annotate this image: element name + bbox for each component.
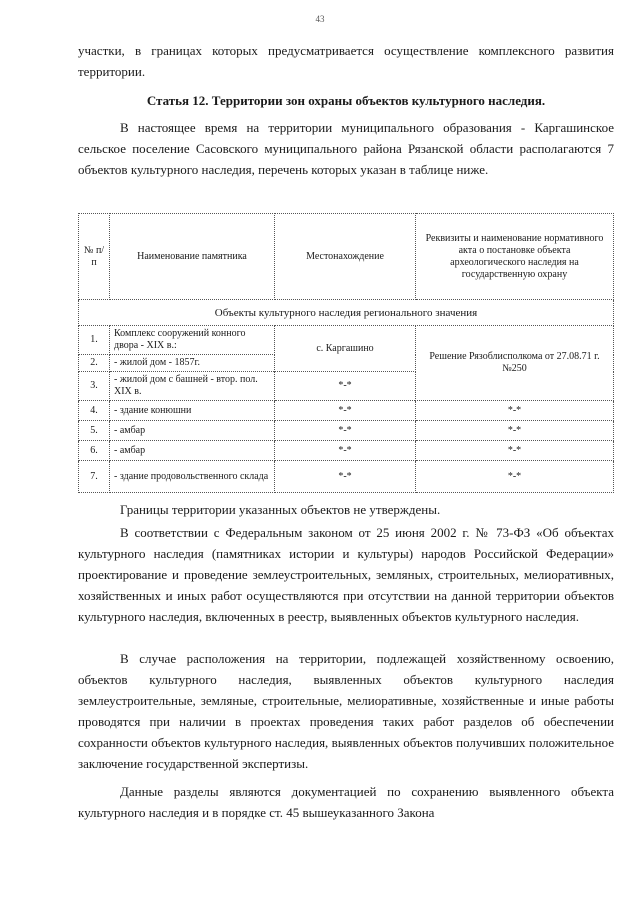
row-num: 2. <box>79 355 110 372</box>
row-location: *-* <box>275 421 416 441</box>
intro-paragraph: участки, в границах которых предусматривается осуществление комплексного развития территории. <box>78 43 614 79</box>
table-row <box>79 326 614 355</box>
paragraph-current-state: В настоящее время на территории муниципального образования - Каргашинское сельское поселение Сасовского муниципального района Рязанской области располагаются 7 объектов культурного наследия, перечень которых указан в таблице ниже. <box>78 120 614 177</box>
monuments-table <box>78 213 614 493</box>
row-location: *-* <box>275 372 416 401</box>
table-section-row <box>79 300 614 326</box>
row-document: *-* <box>416 421 614 441</box>
row-num: 5. <box>79 421 110 441</box>
row-num: 4. <box>79 401 110 421</box>
row-name: - амбар <box>110 421 275 441</box>
row-num: 6. <box>79 441 110 461</box>
row-name: - амбар <box>110 441 275 461</box>
row-num: 7. <box>79 461 110 493</box>
table-header-row <box>79 214 614 300</box>
row-document: *-* <box>416 401 614 421</box>
row-num: 1. <box>79 326 110 355</box>
paragraph-borders: Границы территории указанных объектов не утверждены. <box>120 502 441 517</box>
page-number: 43 <box>315 14 325 24</box>
row-num: 3. <box>79 372 110 401</box>
row-name: - здание конюшни <box>110 401 275 421</box>
row-document: *-* <box>416 441 614 461</box>
row-location: *-* <box>275 441 416 461</box>
paragraph-federal-law: В соответствии с Федеральным законом от 25 июня 2002 г. № 73-ФЗ «Об объектах культурного наследия (памятниках истории и культуры) народов Российской Федерации» проектирование и проведение землеустроительных, земляных, строительных, мелиоративных, хозяйственных и иных работ осуществляются при отсутствии на данной территории объектов культурного наследия, включенных в реестр, выявленных объектов культурного наследия. <box>78 525 614 624</box>
table-row <box>79 401 614 421</box>
row-location: *-* <box>275 401 416 421</box>
row-name: Комплекс сооружений конного двора - XIX в.: <box>110 326 275 355</box>
row-name: - здание продовольственного склада <box>110 461 275 493</box>
paragraph-case: В случае расположения на территории, подлежащей хозяйственному освоению, объектов культурного наследия, выявленных объектов культурного наследия землеустроительные, земляные, строительные, мелиоративные, хозяйственные и иные работы проводятся при наличии в проектах проведения таких работ разделов об обеспечении сохранности объектов культурного наследия, выявленных объектов получивших положительное заключение государственной экспертизы. <box>78 651 614 771</box>
header-name: Наименование памятника <box>110 214 275 300</box>
row-name: - жилой дом с башней - втор. пол. XIX в. <box>110 372 275 401</box>
row-location: *-* <box>275 461 416 493</box>
row-document: Решение Рязоблисполкома от 27.08.71 г. №250 <box>416 326 614 401</box>
row-name: - жилой дом - 1857г. <box>110 355 275 372</box>
paragraph-sections: Данные разделы являются документацией по сохранению выявленного объекта культурного наследия и в порядке ст. 45 вышеуказанного Закона <box>78 784 614 820</box>
table-row <box>79 421 614 441</box>
article-heading: Статья 12. Территории зон охраны объектов культурного наследия. <box>146 93 546 108</box>
row-location: с. Каргашино <box>275 326 416 372</box>
section-title: Объекты культурного наследия регионального значения <box>79 300 614 326</box>
header-document: Реквизиты и наименование нормативного акта о постановке объекта археологического наследия на государственную охрану <box>416 214 614 300</box>
header-num: № п/п <box>79 214 110 300</box>
table-row <box>79 461 614 493</box>
header-location: Местонахождение <box>275 214 416 300</box>
table-row <box>79 441 614 461</box>
row-document: *-* <box>416 461 614 493</box>
